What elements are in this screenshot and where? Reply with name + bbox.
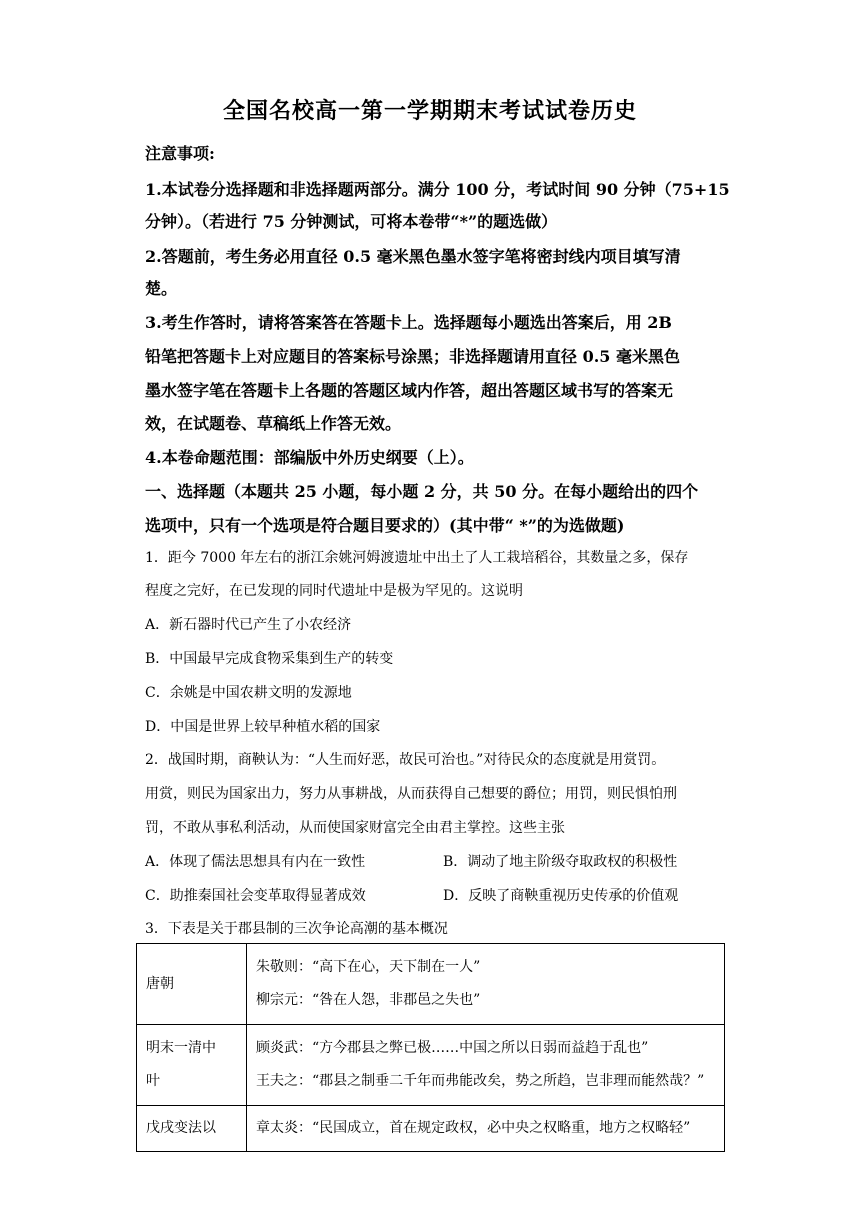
section-heading: 一、选择题（本题共 25 小题，每小题 2 分，共 50 分。在每小题给出的四个: [145, 482, 699, 501]
quote-text: 朱敬则：“高下在心，天下制在一人”: [256, 959, 481, 975]
question-1-stem: 1．距今 7000 年左右的浙江余姚河姆渡遗址中出土了人工栽培稻谷，其数量之多，保存: [145, 550, 689, 566]
table-row: [137, 1106, 725, 1152]
question-2-option-d: D．反映了商鞅重视历史传承的价值观: [443, 888, 679, 904]
quote-cell: [247, 1106, 725, 1152]
period-cell: [137, 944, 247, 1025]
notes-line: 墨水签字笔在答题卡上各题的答题区域内作答，超出答题区域书写的答案无: [145, 381, 674, 400]
notes-line: 楚。: [145, 279, 178, 298]
question-2-stem: 用赏，则民为国家出力，努力从事耕战，从而获得自己想要的爵位；用罚，则民惧怕刑: [145, 786, 677, 802]
period-text: 唐朝: [146, 975, 174, 992]
period-text: 戊戌变法以: [146, 1120, 216, 1136]
period-text: 明末一清中: [146, 1040, 216, 1056]
quote-cell: [247, 944, 725, 1025]
period-cell: [137, 1025, 247, 1106]
quote-text: 柳宗元：“咎在人怨，非郡邑之失也”: [256, 992, 481, 1008]
question-1-option-a: A．新石器时代已产生了小农经济: [145, 617, 352, 633]
table-row: [137, 1025, 725, 1106]
notes-line: 4.本卷命题范围：部编版中外历史纲要（上）。: [145, 448, 474, 467]
question-1-option-c: C．余姚是中国农耕文明的发源地: [145, 685, 352, 701]
period-text: 叶: [146, 1073, 160, 1089]
period-cell: [137, 1106, 247, 1152]
section-heading: 选项中，只有一个选项是符合题目要求的）(其中带“ *”的为选做题): [145, 516, 625, 535]
question-2-option-b: B．调动了地主阶级夺取政权的积极性: [443, 854, 678, 870]
exam-title: 全国名校高一第一学期期末考试试卷历史: [222, 98, 637, 124]
question-3-stem: 3．下表是关于郡县制的三次争论高潮的基本概况: [145, 921, 448, 937]
question-2-stem: 罚，不敢从事私利活动，从而使国家财富完全由君主掌控。这些主张: [145, 820, 565, 836]
question-1-option-b: B．中国最早完成食物采集到生产的转变: [145, 651, 394, 667]
notes-line: 1.本试卷分选择题和非选择题两部分。满分 100 分，考试时间 90 分钟（75+15: [145, 180, 730, 199]
notes-line: 3.考生作答时，请将答案答在答题卡上。选择题每小题选出答案后，用 2B: [145, 313, 672, 332]
notes-line: 分钟）。（若进行 75 分钟测试，可将本卷带“*”的题选做）: [145, 212, 558, 231]
quote-text: 王夫之：“郡县之制垂二千年而弗能改矣，势之所趋，岂非理而能然哉？”: [256, 1073, 705, 1089]
quote-text: 章太炎：“民国成立，首在规定政权，必中央之权略重，地方之权略轻”: [256, 1120, 691, 1136]
quote-text: 顾炎武：“方今郡县之弊已极……中国之所以日弱而益趋于乱也”: [256, 1040, 649, 1056]
notes-line: 2.答题前，考生务必用直径 0.5 毫米黑色墨水签字笔将密封线内项目填写清: [145, 247, 681, 266]
question-2-option-c: C．助推秦国社会变革取得显著成效: [145, 888, 366, 904]
question-1-stem: 程度之完好，在已发现的同时代遗址中是极为罕见的。这说明: [145, 583, 523, 599]
quote-cell: [247, 1025, 725, 1106]
notes-line: 铅笔把答题卡上对应题目的答案标号涂黑；非选择题请用直径 0.5 毫米黑色: [145, 347, 680, 366]
notes-heading: 注意事项:: [145, 144, 215, 163]
county-system-table: [136, 943, 725, 1152]
table-row: [137, 944, 725, 1025]
question-2-stem: 2．战国时期，商鞅认为：“人生而好恶，故民可治也。”对待民众的态度就是用赏罚。: [145, 752, 666, 768]
question-2-option-a: A．体现了儒法思想具有内在一致性: [145, 854, 366, 870]
notes-line: 效，在试题卷、草稿纸上作答无效。: [145, 414, 402, 433]
question-1-option-d: D．中国是世界上较早种植水稻的国家: [145, 719, 381, 735]
